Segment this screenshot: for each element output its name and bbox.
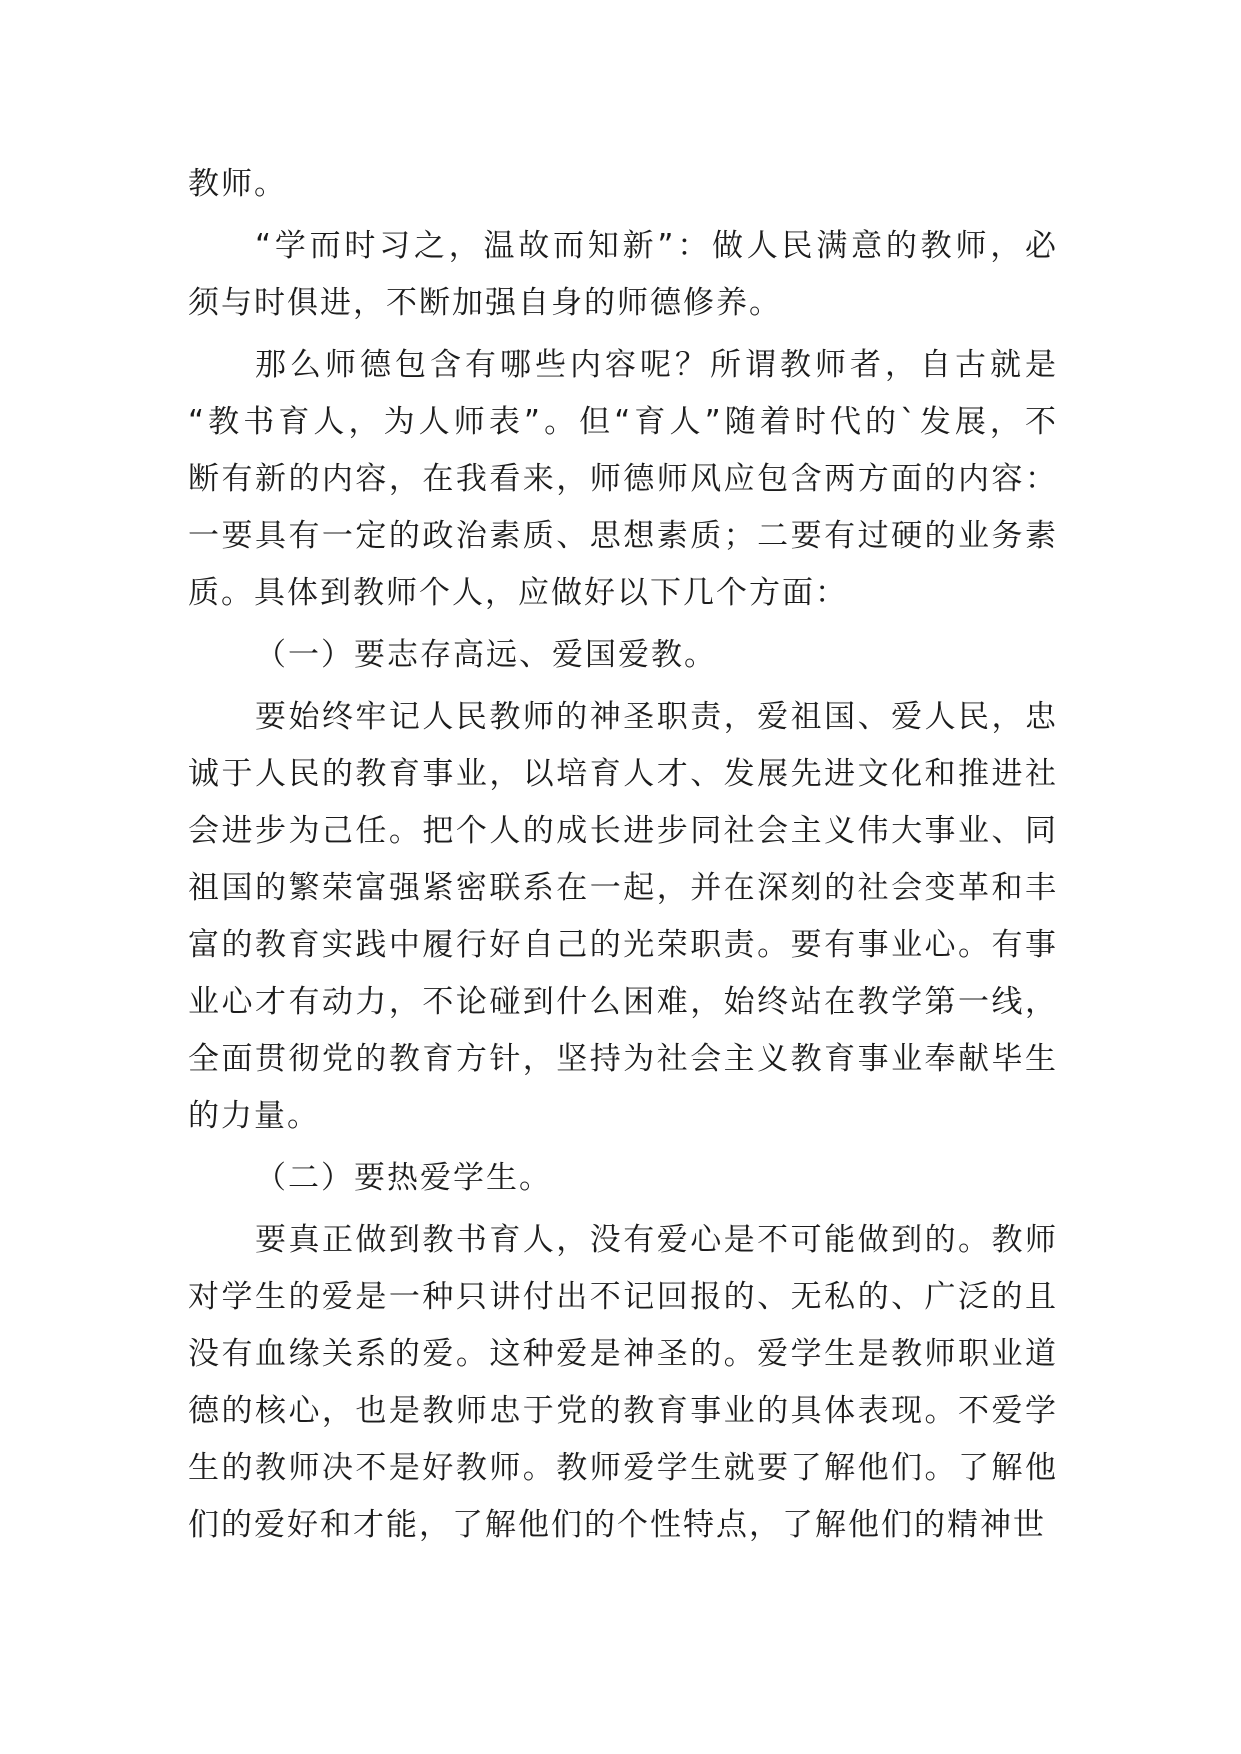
text-line: 会进步为己任。把个人的成长进步同社会主义伟大事业、同 bbox=[188, 813, 1058, 849]
paragraph bbox=[188, 156, 1058, 213]
text-line: 德的核心，也是教师忠于党的教育事业的具体表现。不爱学 bbox=[188, 1393, 1058, 1429]
text-line: 须与时俱进，不断加强自身的师德修养。 bbox=[188, 285, 782, 321]
text-line: 的力量。 bbox=[188, 1098, 320, 1134]
text-line: （一）要志存高远、爱国爱教。 bbox=[255, 637, 717, 673]
text-line: 断有新的内容，在我看来，师德师风应包含两方面的内容： bbox=[188, 461, 1058, 497]
paragraph bbox=[188, 1150, 1058, 1207]
paragraph bbox=[188, 689, 1058, 1145]
text-line: 教师。 bbox=[188, 166, 287, 202]
text-line: 要真正做到教书育人，没有爱心是不可能做到的。教师 bbox=[255, 1222, 1058, 1258]
paragraph bbox=[188, 1212, 1058, 1554]
text-line: “学而时习之，温故而知新”：做人民满意的教师，必 bbox=[255, 228, 1058, 264]
paragraph bbox=[188, 337, 1058, 622]
text-line: 要始终牢记人民教师的神圣职责，爱祖国、爱人民，忠 bbox=[255, 699, 1058, 735]
text-line: 全面贯彻党的教育方针，坚持为社会主义教育事业奉献毕生 bbox=[188, 1041, 1058, 1077]
paragraph bbox=[188, 627, 1058, 684]
text-line: 们的爱好和才能，了解他们的个性特点，了解他们的精神世 bbox=[188, 1507, 1046, 1543]
text-line: 生的教师决不是好教师。教师爱学生就要了解他们。了解他 bbox=[188, 1450, 1058, 1486]
text-line: 那么师德包含有哪些内容呢？所谓教师者，自古就是 bbox=[255, 347, 1058, 383]
text-line: 没有血缘关系的爱。这种爱是神圣的。爱学生是教师职业道 bbox=[188, 1336, 1058, 1372]
text-line: （二）要热爱学生。 bbox=[255, 1160, 552, 1196]
document-page bbox=[188, 156, 1058, 1554]
text-line: 诚于人民的教育事业，以培育人才、发展先进文化和推进社 bbox=[188, 756, 1058, 792]
paragraph bbox=[188, 218, 1058, 332]
text-line: “教书育人，为人师表”。但“育人”随着时代的`发展，不 bbox=[188, 404, 1058, 440]
text-line: 一要具有一定的政治素质、思想素质；二要有过硬的业务素 bbox=[188, 518, 1058, 554]
text-line: 对学生的爱是一种只讲付出不记回报的、无私的、广泛的且 bbox=[188, 1279, 1058, 1315]
text-line: 富的教育实践中履行好自己的光荣职责。要有事业心。有事 bbox=[188, 927, 1058, 963]
text-line: 业心才有动力，不论碰到什么困难，始终站在教学第一线， bbox=[188, 984, 1058, 1020]
text-line: 祖国的繁荣富强紧密联系在一起，并在深刻的社会变革和丰 bbox=[188, 870, 1058, 906]
text-line: 质。具体到教师个人，应做好以下几个方面： bbox=[188, 575, 848, 611]
